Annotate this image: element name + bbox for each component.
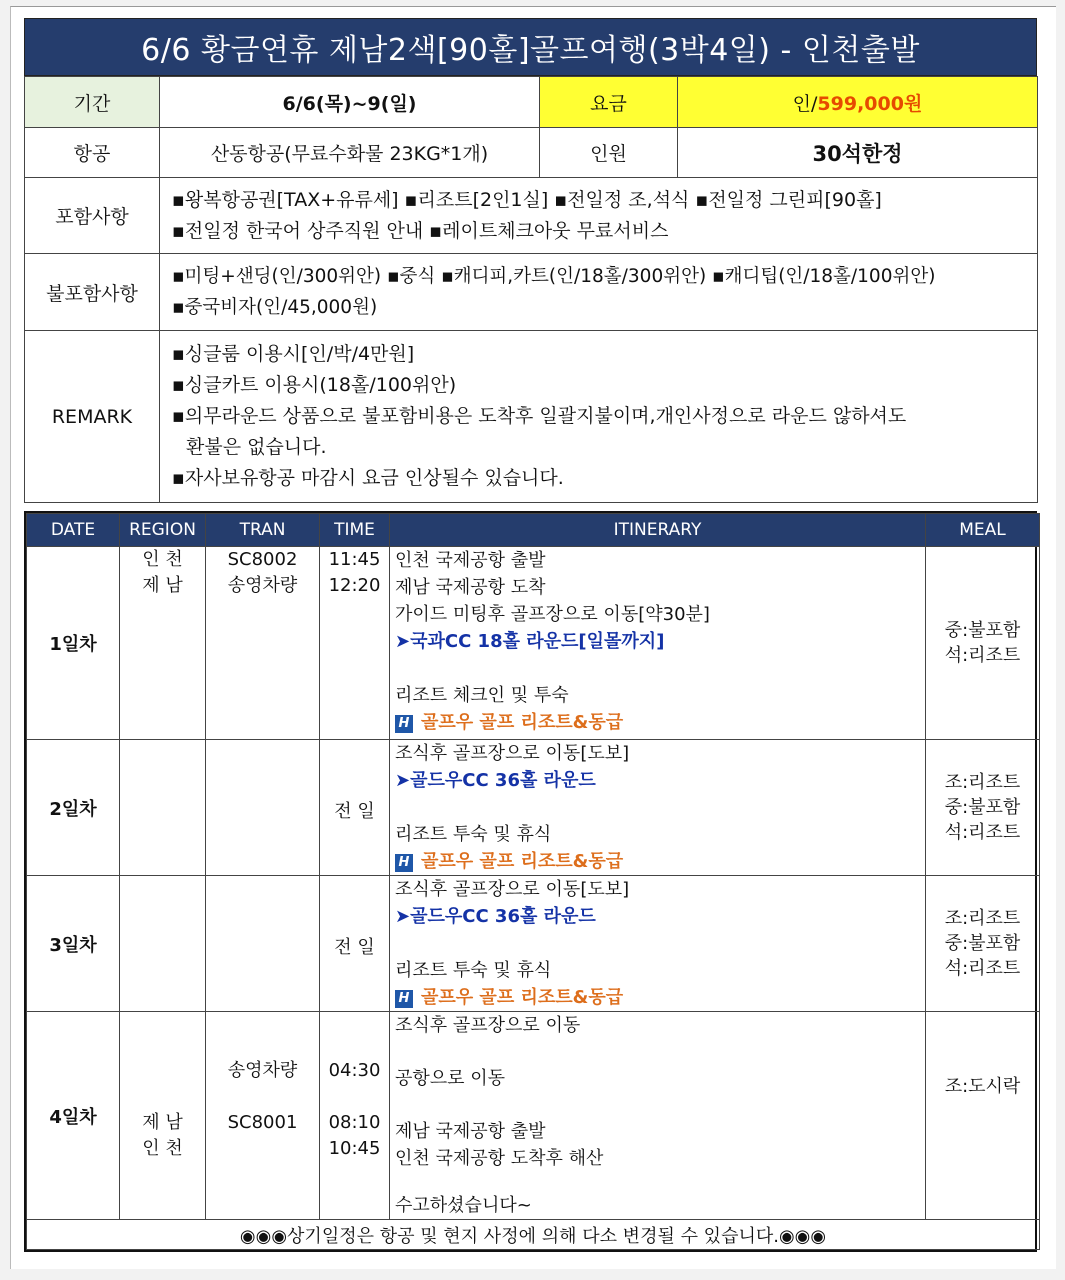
day-row — [27, 876, 1040, 1012]
hotel-line — [395, 709, 925, 736]
time-cell — [320, 876, 390, 1012]
itinerary-item: 인천 국제공항 출발 — [395, 550, 546, 571]
remark-line: ▪자사보유항공 마감시 요금 인상될수 있습니다. — [172, 467, 564, 489]
itinerary-item: 조식후 골프장으로 이동[도보] — [395, 879, 630, 900]
tran-text: 송영차량 — [227, 1060, 298, 1081]
region-text: 인 천 — [142, 549, 183, 570]
hotel-h-icon: H — [395, 854, 413, 872]
excluded-label: 불포함사항 — [25, 254, 160, 331]
period-value: 6/6(목)~9(일) — [160, 77, 540, 128]
time-text: 전 일 — [334, 936, 375, 958]
itinerary-spacer — [395, 794, 925, 821]
price-value: 599,000원 — [817, 92, 923, 115]
day-row — [27, 547, 1040, 740]
day-label: 1일차 — [27, 547, 120, 740]
itinerary-item: 제남 국제공항 도착 — [395, 577, 546, 598]
region-cell — [120, 876, 206, 1012]
tran-text: 송영차량 — [227, 575, 298, 596]
period-label: 기간 — [25, 77, 160, 128]
meal-cell — [926, 876, 1040, 1012]
meal-text: 중:불포함 — [944, 933, 1021, 954]
tran-cell — [206, 1012, 320, 1220]
meal-text: 중:불포함 — [944, 620, 1021, 641]
region-text: 제 남 — [142, 575, 183, 596]
meal-cell — [926, 547, 1040, 740]
time-text: 전 일 — [334, 800, 375, 822]
time-cell — [320, 740, 390, 876]
header-region: REGION — [120, 514, 206, 547]
time-text: 08:10 — [328, 1112, 381, 1133]
remark-label: REMARK — [25, 331, 160, 503]
meal-text: 조:리조트 — [944, 908, 1021, 929]
meal-cell — [926, 740, 1040, 876]
footer-note: ◉◉◉상기일정은 항공 및 현지 사정에 의해 다소 변경될 수 있습니다.◉◉◉ — [27, 1220, 1040, 1250]
tran-cell — [206, 876, 320, 1012]
meal-text: 석:리조트 — [944, 645, 1021, 666]
price-label: 요금 — [540, 77, 678, 128]
meal-text: 중:불포함 — [944, 797, 1021, 818]
itinerary-item: 가이드 미팅후 골프장으로 이동[약30분] — [395, 604, 710, 625]
hotel-h-icon: H — [395, 990, 413, 1008]
region-cell — [120, 547, 206, 740]
header-tran: TRAN — [206, 514, 320, 547]
day-row — [27, 1012, 1040, 1220]
itinerary-item: 리조트 투숙 및 휴식 — [395, 960, 552, 981]
time-text: 04:30 — [328, 1060, 381, 1081]
day-label: 2일차 — [27, 740, 120, 876]
excluded-line: ▪중국비자(인/45,000원) — [172, 297, 378, 318]
itinerary-item: 조식후 골프장으로 이동 — [395, 1015, 581, 1036]
header-date: DATE — [27, 514, 120, 547]
golf-round-item: ➤골드우CC 36홀 라운드 — [395, 770, 596, 791]
price-prefix: 인/ — [792, 92, 818, 115]
airline-label: 항공 — [25, 128, 160, 178]
golf-round-item: ➤골드우CC 36홀 라운드 — [395, 906, 596, 927]
people-value: 30석한정 — [678, 128, 1038, 178]
tran-text: SC8002 — [227, 549, 298, 570]
region-text: 제 남 — [142, 1112, 183, 1133]
itinerary-item: 제남 국제공항 출발 — [395, 1121, 546, 1142]
price-cell — [678, 77, 1038, 128]
itinerary-item: 리조트 투숙 및 휴식 — [395, 824, 552, 845]
meal-cell — [926, 1012, 1040, 1220]
region-text: 인 천 — [142, 1138, 183, 1159]
hotel-name: 골프우 골프 리조트&동급 — [421, 987, 624, 1008]
day-row — [27, 740, 1040, 876]
remark-line: 환불은 없습니다. — [186, 436, 327, 458]
itinerary-item: 인천 국제공항 도착후 해산 — [395, 1148, 604, 1169]
time-text: 10:45 — [328, 1138, 381, 1159]
itinerary-cell — [390, 876, 926, 1012]
meal-text: 석:리조트 — [944, 822, 1021, 843]
header-meal: MEAL — [926, 514, 1040, 547]
itinerary-item: 리조트 체크인 및 투숙 — [395, 685, 569, 706]
included-list — [160, 178, 1038, 254]
excluded-line: ▪미팅+샌딩(인/300위안) ▪중식 ▪캐디피,카트(인/18홀/300위안) ▪캐디팁(인/18홀/100위안) — [172, 266, 936, 287]
airline-value: 산동항공(무료수화물 23KG*1개) — [160, 128, 540, 178]
hotel-line — [395, 848, 925, 875]
itinerary-cell — [390, 1012, 926, 1220]
itinerary-item: 조식후 골프장으로 이동[도보] — [395, 743, 630, 764]
info-table — [24, 76, 1037, 503]
hotel-name: 골프우 골프 리조트&동급 — [421, 851, 624, 872]
tran-text: SC8001 — [227, 1112, 298, 1133]
hotel-line — [395, 984, 925, 1011]
day-label: 3일차 — [27, 876, 120, 1012]
itinerary-item: 수고하셨습니다~ — [395, 1195, 532, 1216]
meal-text: 조:리조트 — [944, 772, 1021, 793]
remark-line: ▪싱글룸 이용시[인/박/4만원] — [172, 343, 415, 365]
tran-cell — [206, 547, 320, 740]
included-label: 포함사항 — [25, 178, 160, 254]
day-label: 4일차 — [27, 1012, 120, 1220]
remark-line: ▪싱글카트 이용시(18홀/100위안) — [172, 374, 457, 396]
page-title: 6/6 황금연휴 제남2색[90홀]골프여행(3박4일) - 인천출발 — [24, 18, 1037, 76]
included-line: ▪전일정 한국어 상주직원 안내 ▪레이트체크아웃 무료서비스 — [172, 219, 669, 242]
time-text: 11:45 — [328, 549, 381, 570]
region-cell — [120, 740, 206, 876]
meal-text: 석:리조트 — [944, 958, 1021, 979]
region-cell — [120, 1012, 206, 1220]
header-itinerary: ITINERARY — [390, 514, 926, 547]
itinerary-item: 공항으로 이동 — [395, 1068, 506, 1089]
itinerary-cell — [390, 740, 926, 876]
hotel-name: 골프우 골프 리조트&동급 — [421, 712, 624, 733]
itinerary-spacer — [395, 930, 925, 957]
header-time: TIME — [320, 514, 390, 547]
excluded-list — [160, 254, 1038, 331]
time-text: 12:20 — [328, 575, 381, 596]
itinerary-spacer — [395, 655, 925, 682]
itinerary-table — [24, 511, 1037, 1252]
hotel-h-icon: H — [395, 715, 413, 733]
time-cell — [320, 547, 390, 740]
itinerary-cell — [390, 547, 926, 740]
remark-line: ▪의무라운드 상품으로 불포함비용은 도착후 일괄지불이며,개인사정으로 라운드 않하셔도 — [172, 405, 907, 427]
included-line: ▪왕복항공권[TAX+유류세] ▪리조트[2인1실] ▪전일정 조,석식 ▪전일정 그린피[90홀] — [172, 188, 882, 211]
people-label: 인원 — [540, 128, 678, 178]
golf-round-item: ➤국과CC 18홀 라운드[일몰까지] — [395, 631, 665, 652]
meal-text: 조:도시락 — [944, 1076, 1021, 1097]
time-cell — [320, 1012, 390, 1220]
remark-list — [160, 331, 1038, 503]
tran-cell — [206, 740, 320, 876]
